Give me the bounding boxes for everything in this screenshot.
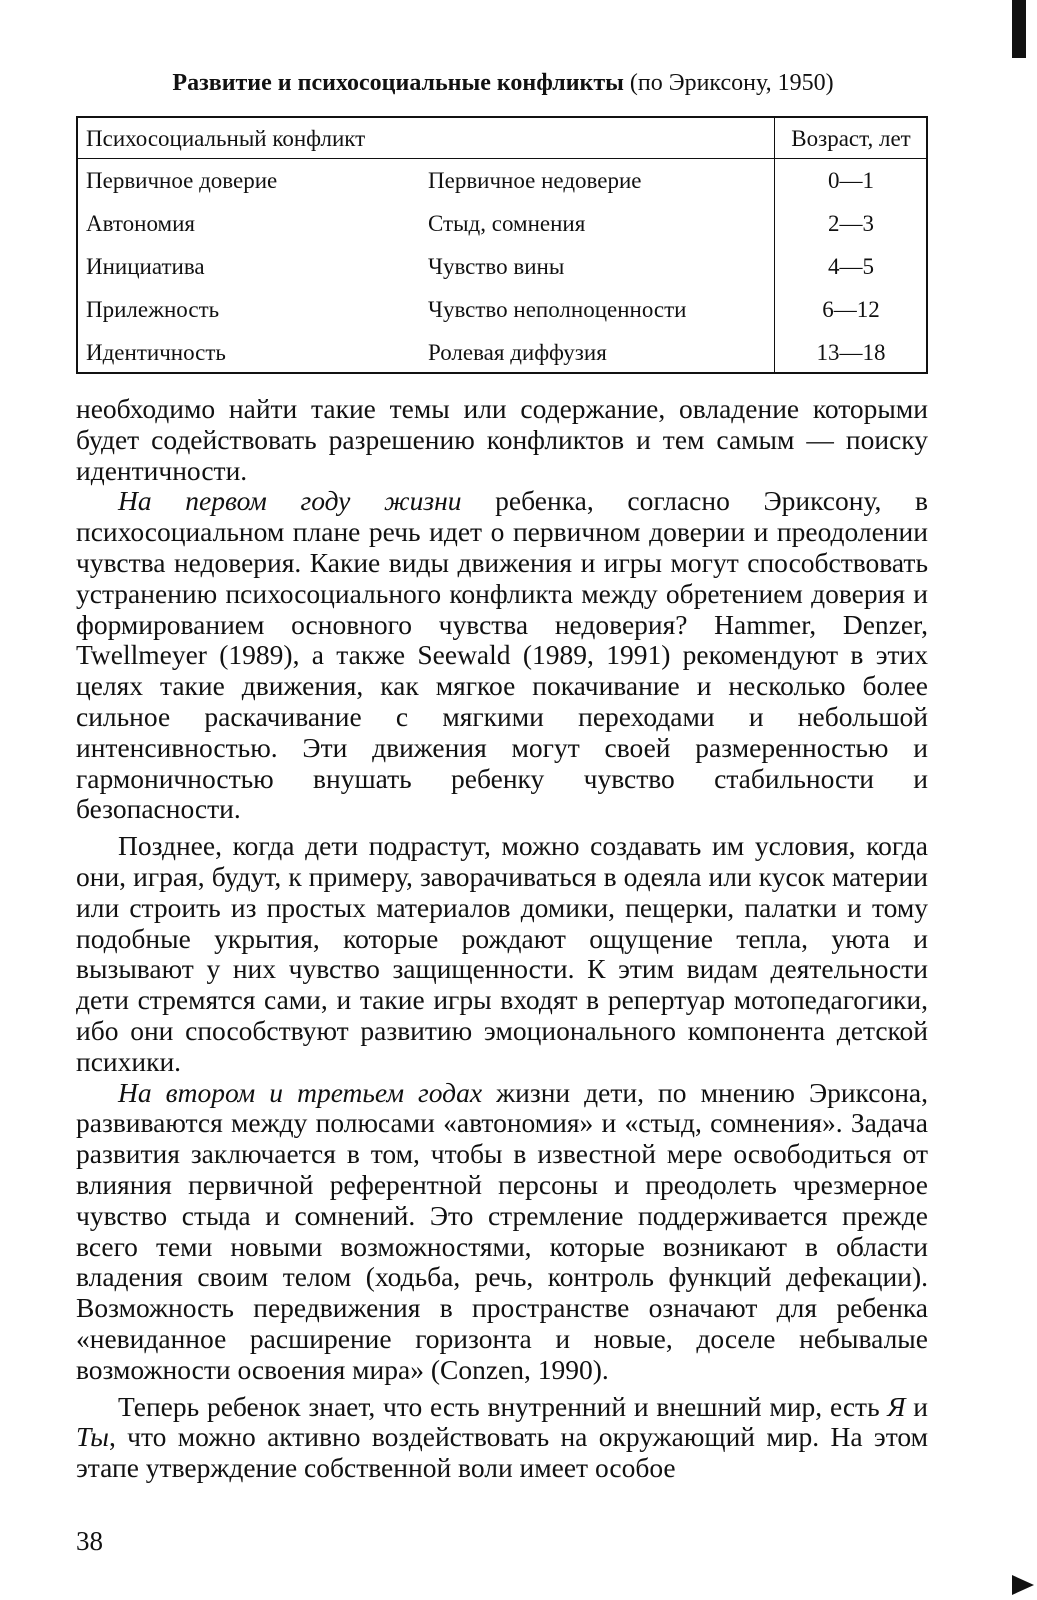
scan-corner-mark xyxy=(1012,1575,1034,1595)
row-negative: Чувство неполноценности xyxy=(428,297,687,322)
row-negative: Ролевая диффузия xyxy=(428,340,607,365)
paragraph-text: , что можно активно воздействовать на окружающий мир. На этом этапе утверждение собственной воли имеет особое xyxy=(76,1421,928,1484)
row-positive: Автономия xyxy=(86,211,195,236)
paragraph-text: и xyxy=(905,1390,928,1422)
row-age: 4—5 xyxy=(828,254,874,279)
row-age: 6—12 xyxy=(822,297,880,322)
table-caption xyxy=(76,68,930,98)
header-age: Возраст, лет xyxy=(791,126,911,151)
paragraph: необходимо найти такие темы или содержание, овладение которыми будет содействовать разрешению конфликтов и тем самым — поиску идентичности. xyxy=(76,393,928,486)
caption-title: Развитие и психосоциальные конфликты xyxy=(172,70,624,96)
row-age: 0—1 xyxy=(828,168,874,193)
conflict-table xyxy=(76,116,928,374)
row-positive: Инициатива xyxy=(86,254,205,279)
scan-edge-mark xyxy=(1012,0,1026,58)
italic-word: Ты xyxy=(76,1421,109,1453)
paragraph: Позднее, когда дети подрастут, можно создавать им условия, когда они, играя, будут, к примеру, заворачиваться в одеяла или кусок материи или строить из простых материалов домики, пещерки, палатки и тому подобные укрытия, которые рождают ощущение тепла, уюта и вызывают у них чувство защищенности. К этим видам деятельности дети стремятся сами, и такие игры входят в репертуар мотопедагогики, ибо они способствуют развитию эмоционального компонента детской психики. xyxy=(76,830,928,1077)
body-text xyxy=(76,394,928,1484)
italic-word: Я xyxy=(887,1390,906,1422)
table-header-divider xyxy=(78,158,926,159)
row-negative: Первичное недоверие xyxy=(428,168,642,193)
paragraph-text: жизни дети, по мнению Эриксона, развиваются между полюсами «автономия» и «стыд, сомнения». Задача развития заключается в том, чтобы в известной мере освободиться от влияния первичной референтной персоны и преодолеть чрезмерное чувство стыда и сомнений. Это стремление поддерживается прежде всего теми новыми возможностями, которые возникают в области владения своим телом (ходьба, речь, контроль функций дефекации). Возможность передвижения в пространстве означают для ребенка «невиданное расширение горизонта и новые, доселе небывалые возможности освоения мира» (Conzen, 1990). xyxy=(76,1076,928,1385)
row-positive: Идентичность xyxy=(86,340,226,365)
table-column-divider xyxy=(774,118,775,372)
header-conflict: Психосоциальный конфликт xyxy=(86,126,366,151)
caption-source: (по Эриксону, 1950) xyxy=(623,70,834,96)
italic-phrase: На первом году жизни xyxy=(118,485,462,517)
page-number: 38 xyxy=(76,1526,103,1556)
row-negative: Чувство вины xyxy=(428,254,565,279)
row-age: 2—3 xyxy=(828,211,874,236)
paragraph xyxy=(76,1078,928,1386)
row-positive: Первичное доверие xyxy=(86,168,278,193)
row-negative: Стыд, сомнения xyxy=(428,211,586,236)
row-positive: Прилежность xyxy=(86,297,220,322)
paragraph xyxy=(76,486,928,825)
paragraph-text: Теперь ребенок знает, что есть внутренний и внешний мир, есть xyxy=(118,1390,888,1422)
paragraph xyxy=(76,1392,928,1484)
row-age: 13—18 xyxy=(816,340,886,365)
paragraph-text: ребенка, согласно Эриксону, в психосоциальном плане речь идет о первичном доверии и преодолении чувства недоверия. Какие виды движения и игры могут способствовать устранению психосоциального конфликта между обретением доверия и формированием основного чувства недоверия? Hammer, Denzer, Twellmeyer (1989), а также Seewald (1989, 1991) рекомендуют в этих целях такие движения, как мягкое покачивание и несколько более сильное раскачивание с мягкими переходами и небольшой интенсивностью. Эти движения могут своей размеренностью и гармоничностью внушать ребенку чувство стабильности и безопасности. xyxy=(76,485,928,825)
italic-phrase: На втором и третьем годах xyxy=(118,1076,483,1108)
